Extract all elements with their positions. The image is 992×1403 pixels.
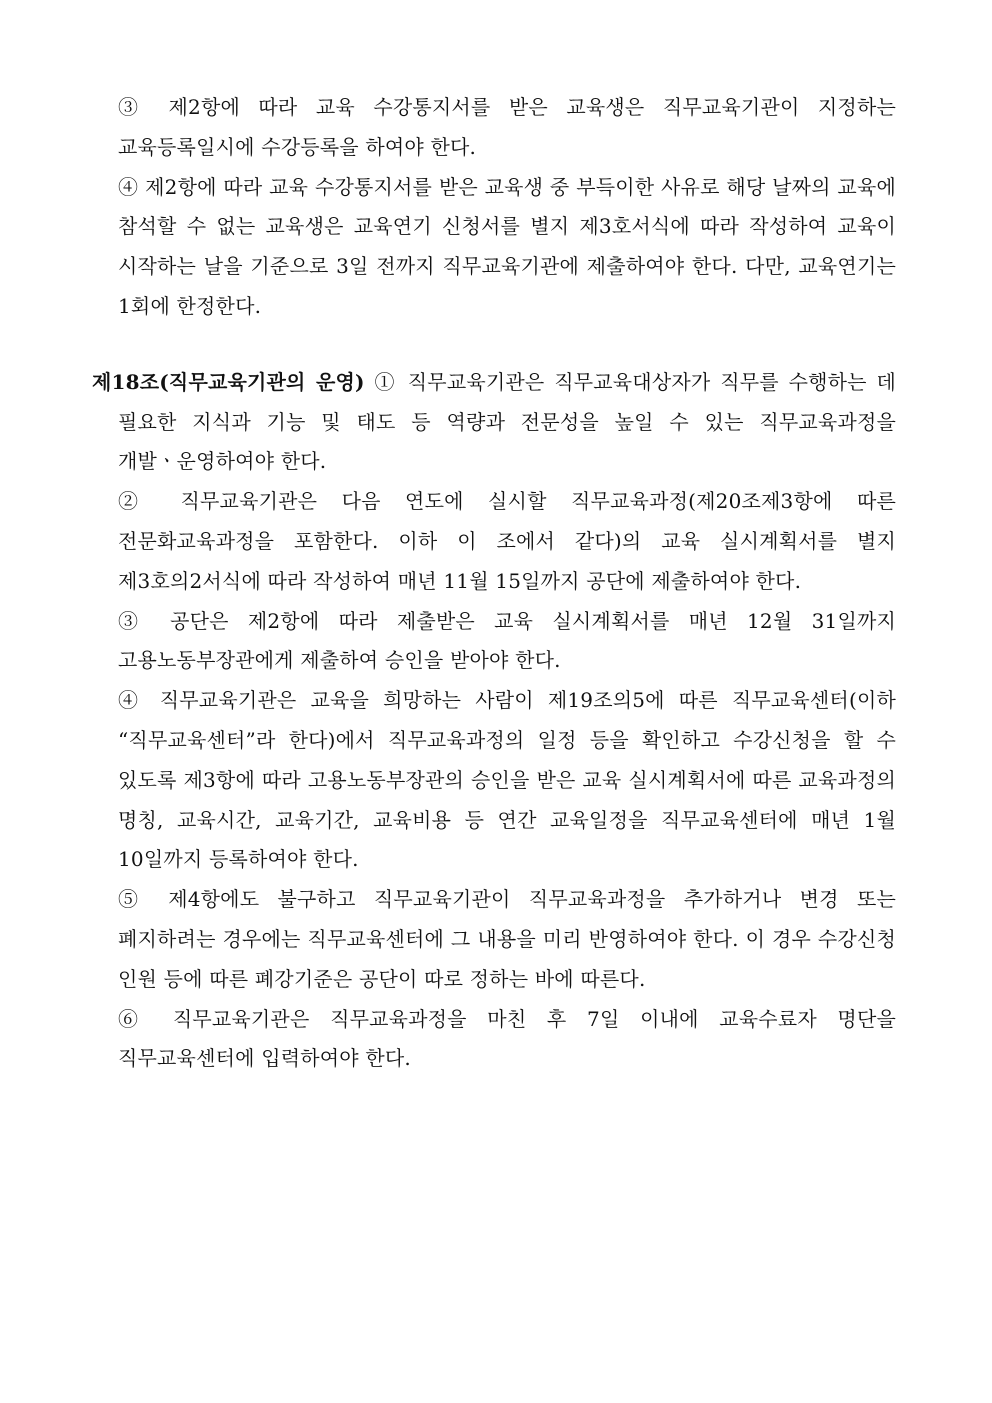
article17-paragraph-3: ③ 제2항에 따라 교육 수강통지서를 받은 교육생은 직무교육기관이 지정하는 교육등록일시에 수강등록을 하여야 한다. xyxy=(118,95,896,159)
article18-paragraph-1 xyxy=(92,363,896,482)
article18-paragraph-4: ④ 직무교육기관은 교육을 희망하는 사람이 제19조의5에 따른 직무교육센터(이하 “직무교육센터”라 한다)에서 직무교육과정의 일정 등을 확인하고 수강신청을 할 수 있도록 제3항에 따라 고용노동부장관의 승인을 받은 교육 실시계획서에 따른 교육과정의 명칭, 교육시간, 교육기간, 교육비용 등 연간 교육일정을 직무교육센터에 매년 1월 10일까지 등록하여야 한다. xyxy=(118,688,896,872)
article18-paragraph-2: ② 직무교육기관은 다음 연도에 실시할 직무교육과정(제20조제3항에 따른 전문화교육과정을 포함한다. 이하 이 조에서 같다)의 교육 실시계획서를 별지 제3호의2서식에 따라 작성하여 매년 11월 15일까지 공단에 제출하여야 한다. xyxy=(118,489,896,593)
article18-paragraph-6: ⑥ 직무교육기관은 직무교육과정을 마친 후 7일 이내에 교육수료자 명단을 직무교육센터에 입력하여야 한다. xyxy=(118,1006,896,1071)
article-spacer xyxy=(92,327,896,363)
article18-paragraph-5: ⑤ 제4항에도 불구하고 직무교육기관이 직무교육과정을 추가하거나 변경 또는 폐지하려는 경우에는 직무교육센터에 그 내용을 미리 반영하여야 한다. 이 경우 수강신청 인원 등에 따른 폐강기준은 공단이 따로 정하는 바에 따른다. xyxy=(118,887,896,991)
document-body xyxy=(92,88,896,1079)
article17-paragraph-4: ④ 제2항에 따라 교육 수강통지서를 받은 교육생 중 부득이한 사유로 해당 날짜의 교육에 참석할 수 없는 교육생은 교육연기 신청서를 별지 제3호서식에 따라 작성하여 교육이 시작하는 날을 기준으로 3일 전까지 직무교육기관에 제출하여야 한다. 다만, 교육연기는 1회에 한정한다. xyxy=(118,174,896,318)
article18-title: 제18조(직무교육기관의 운영) xyxy=(92,369,365,394)
article18-paragraph-3: ③ 공단은 제2항에 따라 제출받은 교육 실시계획서를 매년 12월 31일까지 고용노동부장관에게 제출하여 승인을 받아야 한다. xyxy=(118,608,896,673)
article18-paragraph-1-text: ① 직무교육기관은 직무교육대상자가 직무를 수행하는 데 필요한 지식과 기능 및 태도 등 역량과 전문성을 높일 수 있는 직무교육과정을 개발ㆍ운영하여야 한다. xyxy=(118,369,896,474)
